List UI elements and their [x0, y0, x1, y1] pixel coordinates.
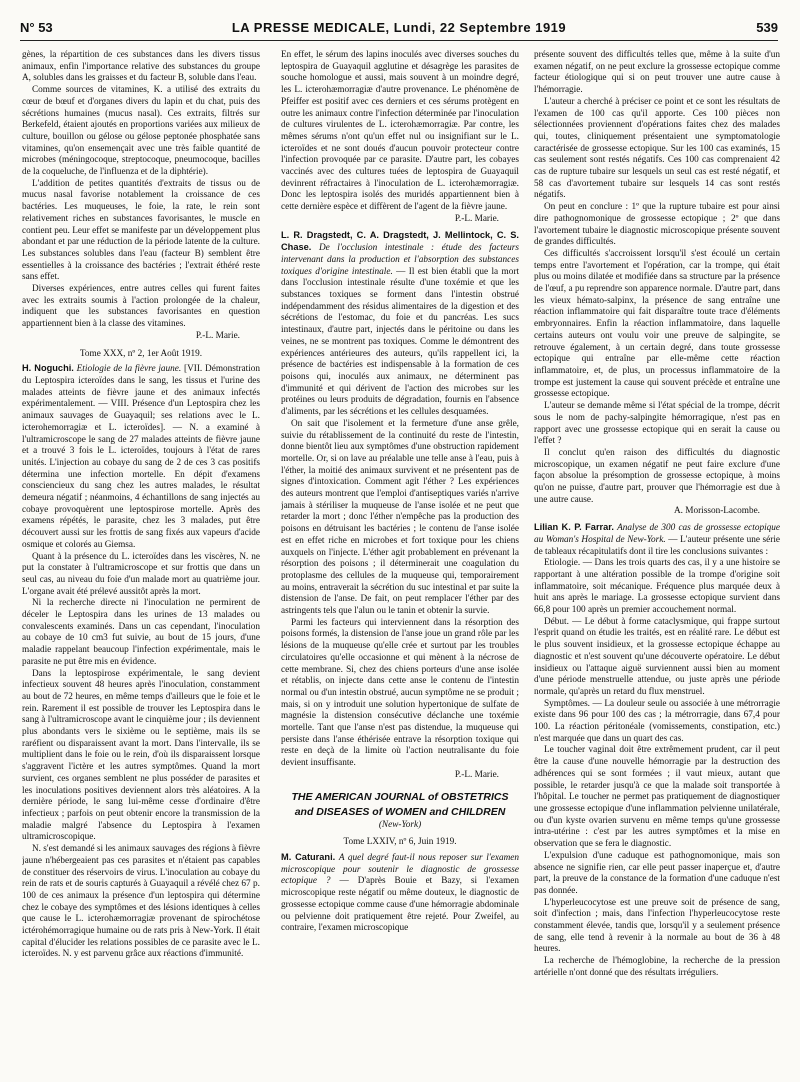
- article-noguchi: [22, 363, 260, 551]
- issue-line: Tome LXXIV, nº 6, Juin 1919.: [343, 837, 457, 848]
- issue-number: N° 53: [20, 20, 53, 35]
- paragraph: Ni la recherche directe ni l'inoculation ne permirent de déceler le Leptospira dans les urines de 13 malades ou convalescents examinés. Dans un cas cependant, l'inoculation au cobaye de 10 cm3 fut suivie, au bout de 15 jours, d'une maladie rappelant beaucoup l'infection expérimentale, mais le parasite ne put être mis en évidence.: [22, 598, 260, 667]
- paragraph: En effet, le sérum des lapins inoculés avec diverses souches du leptospira de Guayaquil agglutine et désagrège les parasites de souche homologue et aussi, mais souvent à un moindre degré, les L. icterohæmorragiæ d'autre provenance. Le phénomène de Pfeiffer est positif avec ces derniers et ces sérums protègent en outre les animaux contre l'infection déterminée par l'inoculation de cultures virulentes de L. icterohæmorragiæ. Par contre, les mêmes sérums n'ont qu'un effet nul ou insignifiant sur le L. icteroïdes et ne sont doués d'aucun pouvoir protecteur contre l'infection provoquée par ce parasite. D'autre part, les cobayes vaccinés avec des cultures tuées de leptospira de Guayaquil devinrent réfractaires à l'inoculation de L. icterohæmorragiæ. Donc les leptospira isolés des muridés appartiennent bien à cette dernière espèce et diffèrent de l'agent de la fièvre jaune.: [281, 50, 519, 213]
- article-title: A quel degré faut-il nous reposer sur l'examen microscopique pour soutenir le diagnostic de grossesse ectopique ?: [281, 853, 519, 887]
- paragraph: Parmi les facteurs qui interviennent dans la résorption des poisons formés, la distension de l'anse joue un grand rôle par les lésions de la muqueuse qu'elle crée et surtout par les troubles circulatoires qu'elle occasionne et qui mènent à la nécrose de cette membrane. Si, chez des chiens porteurs d'une anse isolée et rétablis, on injecte dans cette anse le contenu de l'intestin normal ou d'un intestin obstrué, aucun symptôme ne se produit ; mais, si on y introduit une solution hypertonique de sulfate de magnésie la distension consécutive déclanche une toxémie mortelle. Tant que l'anse n'est pas distendue, la muqueuse qui persiste dans l'anse éthérisée entrave la résorption toxique qui reste en deçà de la limite où l'action neutralisante du foie devient insuffisante.: [281, 617, 519, 769]
- article-dragstedt: [281, 230, 519, 419]
- paragraph: L'auteur a cherché à préciser ce point et ce sont les résultats de l'examen de 100 cas qu'il apporte. Ces 100 pièces non sélectionnées proviennent d'opérations faites chez des malades qui, toutes, cliniquement présentaient une symptomatologie caractérisée de grossesse ectopique. Sur les 100 cas examinés, 15 cas seulement sont restés négatifs. Ces 100 cas comprenaient 42 cas de rupture tubaire sur lesquels un seul cas est resté négatif, et 58 cas d'avortement tubaire sur lesquels 14 cas sont restés négatifs.: [534, 96, 780, 201]
- article-author: H. Noguchi.: [22, 363, 74, 374]
- paragraph: L'addition de petites quantités d'extraits de tissus ou de mucus nasal favorise notablement la croissance de ces bactéries. Les muqueuses, le foie, la rate, le rein sont relativement riches en substances favorisantes, le muscle en contient peu. Leur effet se manifeste par un développement plus abondant et par une réduction de la période latente de la culture. Les substances solubles dans l'eau (facteur B) semblent être essentielles à la croissance des bactéries ; l'extrait éthéré reste sans effet.: [22, 178, 260, 283]
- paragraph: Comme sources de vitamines, K. a utilisé des extraits du cœur de bœuf et d'organes divers du lapin et du chat, puis des sécrétions humaines (mucus nasal). Ces extraits, filtrés sur Berkefeld, étaient ajoutés en proportions variées aux milieux de culture, bouillon ou gélose ou gélose peptonée phosphatée sans vitamines, qu'on ensemençait avec une très faible quantité de microbes (méningocoque, streptocoque, pneumocoque, bacilles de la coqueluche, de l'influenza et de la diphtérie).: [22, 85, 260, 178]
- journal-header-title: LA PRESSE MEDICALE, Lundi, 22 Septembre 1919: [231, 20, 567, 35]
- signature: P.-L. Marie.: [195, 330, 240, 341]
- paragraph: Dans la leptospirose expérimentale, le sang devient infectieux souvent 48 heures après l'inoculation, constamment au bout de 72 heures, en même temps d'ailleurs que le foie et le rein. Rarement il est possible de trouver les Leptospira dans le sang à l'ultramicroscope avant le cinquième jour ; ils deviennent plus abondants vers le sixième ou le septième, mais ils se raréfient ou disparaissent avant la mort. Dans l'intervalle, ils se multiplient dans le foie ou le rein, d'où ils disparaissent lorsque s'aggravent l'ictère et les autres symptômes. Quand la mort survient, ces organes semblent ne plus posséder de parasites et les inoculations positives deviennent alors très aléatoires. A la dernière période, le sang lui-même cesse d'ordinaire d'être infectieux ; parfois on peut obtenir encore la transmission de la maladie malgré l'absence du Leptospira à l'examen ultramicroscopique.: [22, 668, 260, 843]
- article-author: L. R. Dragstedt, C. A. Dragstedt, J. Mellintock, C. S. Chase.: [281, 229, 519, 253]
- journal-city: (New-York): [378, 819, 422, 830]
- article-farrar: [534, 522, 780, 558]
- running-header: [20, 18, 778, 41]
- article-title: Analyse de 300 cas de grossesse ectopique au Woman's Hospital de New-York.: [534, 523, 780, 545]
- paragraph: Le toucher vaginal doit être extrêmement prudent, car il peut être la cause d'une nouvelle hémorragie par la destruction des adhérences qui se sont formées ; il vaut mieux, autant que possible, le retarder jusqu'à ce que la malade soit transportée à l'hôpital. Le toucher ne permet pas pratiquement de diagnostiquer une grossesse ectopique d'une inflammation pelvienne unilatérale, ou d'un kyste ovarien survenu en même temps qu'une grossesse intra-utérine : c'est par les autres symptômes et la mise en observation que se fera le diagnostic.: [534, 745, 780, 850]
- article-title: Etiologie de la fièvre jaune.: [76, 364, 182, 375]
- paragraph: Etiologie. — Dans les trois quarts des cas, il y a une histoire se rapportant à une altération possible de la trompe d'origine soit inflammatoire, soit mécanique. Fréquence plus marquée deux à huit ans après le mariage. La grossesse ectopique survient dans 66,8 pour 100 après un premier accouchement normal.: [534, 558, 780, 616]
- article-title: De l'occlusion intestinale : étude des facteurs intervenant dans la production et l'absorption des substances toxiques d'origine intestinale.: [281, 243, 519, 277]
- signature: P.-L. Marie.: [454, 769, 499, 780]
- signature: A. Morisson-Lacombe.: [673, 506, 760, 517]
- article-body: [VII. Démonstration du Leptospira icteroïdes dans le sang, les tissus et l'urine des malades atteints de fièvre jaune et des animaux infectés expérimentalement. — VIII. Présence d'un Leptospira chez les animaux sauvages de Guayaquil; ses relations avec le L. icterohemorragiæ et L. icteroïdes]. — N. a examiné à l'ultramicroscope le sang de 27 malades atteints de fièvre jaune et a trouvé 3 fois le L. icteroïdes, toujours à l'état de rares unités. L'injection au cobaye du sang de 2 de ces 3 cas positifs détermina une infection mortelle. En dépit d'examens consciencieux du sang chez les autres malades, le résultat demeura négatif ; néanmoins, 4 échantillons de sang injectés au cobaye provoquèrent une leptospirose mortelle. Après des examens répétés, le parasite, chez les 3 malades, put être découvert aussi sur les frottis de sang fixés aux vapeurs d'acide osmique et colorés au Giemsa.: [22, 364, 260, 550]
- paragraph: On peut en conclure : 1º que la rupture tubaire est pour ainsi dire pathognomonique de grossesse ectopique ; 2º que dans l'avortement tubaire le diagnostic microscopique présente souvent de grandes difficultés.: [534, 202, 780, 248]
- signature: P.-L. Marie.: [454, 213, 499, 224]
- article-author: M. Caturani.: [281, 852, 336, 862]
- column-right: [534, 50, 780, 1075]
- article-body: — D'après Bouie et Bazy, si l'examen microscopique reste négatif ou même douteux, le diagnostic de grossesse ectopique comme cause d'une hémorragie abdominale ou pelvienne doit pratiquement être rejeté. Pour Zweifel, au contraire, l'examen microscopique: [281, 876, 519, 934]
- issue-line: Tome XXX, nº 2, 1er Août 1919.: [79, 348, 203, 359]
- paragraph: Il conclut qu'en raison des difficultés du diagnostic microscopique, un examen négatif ne peut faire exclure d'une façon absolue la présomption de grossesse ectopique, à moins qu'on ne puisse, d'autre part, prouver que l'hémorragie est due à une autre cause.: [534, 447, 780, 505]
- paragraph: Ces difficultés s'accroissent lorsqu'il s'est écoulé un certain temps entre l'avortement et l'opération, car la trompe, qui était plus ou moins dilatée et modifiée dans sa structure par la présence de l'œuf, a pu reprendre son apparence normale. D'autre part, dans les vieux hémato-salpinx, la présence de sang entraîne une réaction inflammatoire qui fait disparaître toute trace d'éléments embryonnaires. Enfin la réaction inflammatoire, dans laquelle certains auteurs ont voulu voir une preuve de salpingite, se retrouve également, à un certain degré, dans toute grossesse ectopique qui entraîne par elle-même cette réaction inflammatoire, et, de plus, un processus inflammatoire de la trompe est justement la cause qui souvent précède et entraîne une grossesse ectopique.: [534, 248, 780, 400]
- paragraph: La recherche de l'hémoglobine, la recherche de la pression artérielle n'ont donné que des résultats irréguliers.: [534, 956, 780, 978]
- paragraph: N. s'est demandé si les animaux sauvages des régions à fièvre jaune n'hébergeaient pas ces parasites et n'étaient pas capables de constituer des réservoirs de virus. L'inoculation au cobaye du rein de rats et de souris capturés à Guayaquil a révélé chez 67 p. 100 de ces animaux la présence d'un leptospira qui détermine chez le cobaye des symptômes et des lésions identiques à celles que cause le L. icterohæmorragiæ provenant de spirochétose ictérohémorragique humaine ou de rats pris à New-York. Il était capital d'élucider les relations possibles de ce parasite avec le L. icteroïdes. N. y est parvenu grâce aux réactions d'immunité.: [22, 844, 260, 960]
- paragraph: présente souvent des difficultés telles que, même à la suite d'un examen négatif, on ne peut exclure la grossesse ectopique comme facteur étiologique qui si on peut trouver une autre cause à l'hémorragie.: [534, 50, 780, 96]
- article-body: — L'auteur présente une série de tableaux récapitulatifs dont il tire les conclusions suivantes :: [534, 534, 780, 557]
- paragraph: On sait que l'isolement et la fermeture d'une anse grêle, suivie du rétablissement de la continuité du reste de l'intestin, donne bientôt lieu aux symptômes d'une obstruction rapidement mortelle. Or, si on lave au préalable une telle anse à l'eau, puis à l'éther, la moitié des animaux survivent et ne présentent pas de signes d'intoxication. Comment agit l'éther ? Les expériences des auteurs montrent que l'emploi d'antiseptiques variés n'arrive jamais à stériliser la muqueuse de l'anse isolée et ne peut que retarder la mort ; donc l'éther n'empêche pas la production des poisons en détruisant les bactéries ; le contenu de l'anse isolée est en effet riche en microbes et fort toxique pour les chiens auxquels on l'injecte. L'éther agit probablement en prévenant la résorption des poisons ; il déterminerait une coagulation du protoplasme des cellules de la muqueuse qui, temporairement au moins, entraverait la sécrétion du suc intestinal et par suite la distension de l'anse. De fait, on peut remplacer l'éther par des astringents tels que l'alun ou le tanin et obtenir la survie.: [281, 418, 519, 617]
- paragraph: Quant à la présence du L. icteroïdes dans les viscères, N. ne put la constater à l'ultramicroscope et sur frottis que dans un seul cas, au niveau du foie d'un malade mort au quatrième jour. L'organe avait été prélevé aussitôt après la mort.: [22, 551, 260, 597]
- paragraph: L'hyperleucocytose est une preuve soit de présence de sang, soit d'infection ; mais, dans l'infection l'hyperleucocytose reste constamment élevée, tandis que, lorsqu'il y a seulement présence de sang, elle tend à revenir à la normale au bout de 36 à 48 heures.: [534, 897, 780, 955]
- article-author: Lilian K. P. Farrar.: [534, 522, 614, 533]
- paragraph: gènes, la répartition de ces substances dans les divers tissus animaux, enfin l'importance relative des substances du groupe A, solubles dans les graisses et du facteur B, soluble dans l'eau.: [22, 50, 260, 84]
- page-number: 539: [756, 20, 778, 35]
- article-caturani: [281, 852, 519, 935]
- paragraph: Diverses expériences, entre autres celles qui furent faites avec les extraits soumis à l'action prolongée de la chaleur, indiquent que les substances favorisantes en question appartiennent bien à la classe des vitamines.: [22, 284, 260, 330]
- paragraph: L'expulsion d'une caduque est pathognomonique, mais son absence ne signifie rien, car elle peut passer inaperçue et, d'autre part, la preuve de la constance de la formation d'une caduque n'est pas donnée.: [534, 850, 780, 896]
- article-body: — Il est bien établi que la mort dans l'occlusion intestinale résulte d'une toxémie et que les substances toxiques se forment dans l'intestin obstrué indépendamment des résidus alimentaires de la digestion et des sécrétions de l'estomac, du foie et du pancréas. Les sucs intestinaux, d'autre part, injectés dans le péritoine ou dans les veines, ne se montrent pas toxiques. Comme le démontrent des expériences antérieures des auteurs, qu'ils rappellent ici, la présence de bactéries est indispensable à la formation de ces poisons qui, inoculés aux animaux, ne déterminent pas d'immunité et qui dérivent de l'action des microbes sur les protéines ou leurs produits de dégradation, fournis en l'absence d'aliments, par les sécrétions et les cellules desquamées.: [281, 266, 519, 418]
- column-middle: [281, 50, 519, 1075]
- journal-section-title: THE AMERICAN JOURNAL of OBSTETRICS and DISEASES of WOMEN and CHILDREN: [291, 790, 509, 818]
- paragraph: Début. — Le début à forme cataclysmique, qui frappe surtout l'esprit quand on étudie les traités, est en réalité rare. Le début est le plus souvent insidieux, et la grossesse ectopique échappe au diagnostic et n'est souvent qu'une découverte opératoire. Le début insidieux ou l'attaque aiguë surviennent aussi bien au moment d'une période menstruelle attendue, ou juste après une période normale, qu'après un retard du flux menstruel.: [534, 616, 780, 697]
- column-left: [22, 50, 260, 1075]
- paragraph: Symptômes. — La douleur seule ou associée à une métrorragie existe dans 96 pour 100 des cas ; la métrorragie, dans 67,4 pour 100. La réaction péritonéale (vomissements, constipation, etc.) n'est marquée que dans un quart des cas.: [534, 698, 780, 744]
- paragraph: L'auteur se demande même si l'état spécial de la trompe, décrit sous le nom de pachy-salpingite hémorragique, n'est pas en rapport avec une grossesse ectopique qui en serait la cause ou l'effet ?: [534, 401, 780, 447]
